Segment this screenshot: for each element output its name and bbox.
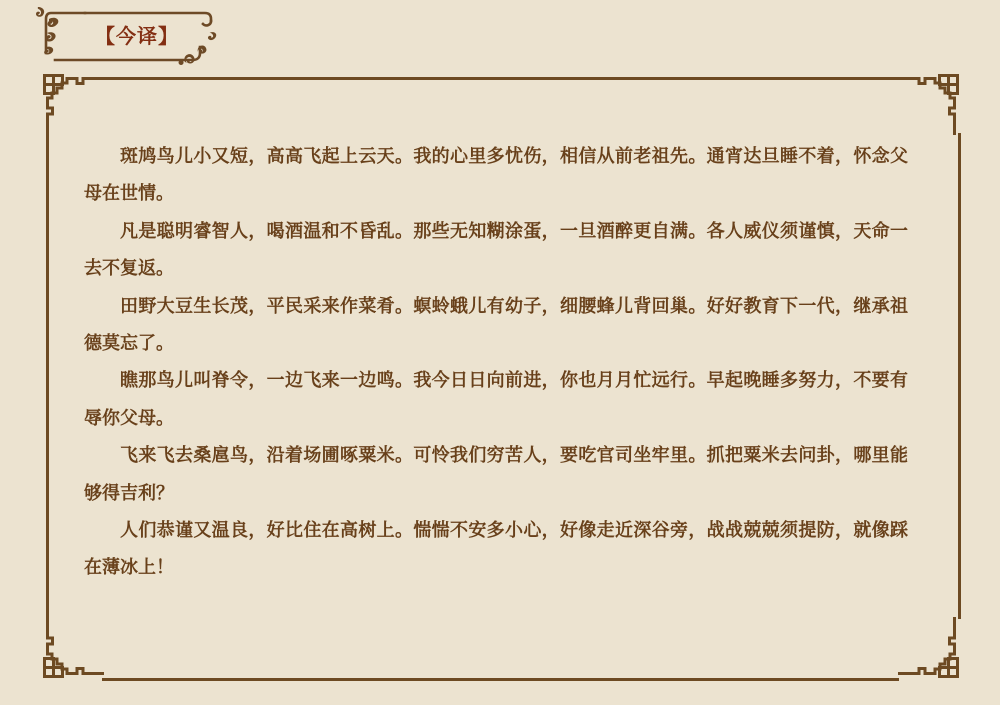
paragraph-6: 人们恭谨又温良，好比住在高树上。惴惴不安多小心，好像走近深谷旁，战战兢兢须提防，就像踩在薄冰上！ <box>84 520 908 579</box>
paragraph-3: 田野大豆生长茂，平民采来作菜肴。螟蛉蛾儿有幼子，细腰蜂儿背回巢。好好教育下一代，继承祖德莫忘了。 <box>84 295 908 355</box>
section-title: 【今译】 <box>95 24 179 48</box>
paragraph-2: 凡是聪明睿智人，喝酒温和不昏乱。那些无知糊涂蛋，一旦酒醉更自满。各人威仪须谨慎，天命一去不复返。 <box>84 220 908 280</box>
paragraph-1: 斑鸠鸟儿小又短，高高飞起上云天。我的心里多忧伤，相信从前老祖先。通宵达旦睡不着，怀念父母在世情。 <box>84 146 908 205</box>
paragraph-5: 飞来飞去桑扈鸟，沿着场圃啄粟米。可怜我们穷苦人，要吃官司坐牢里。抓把粟米去问卦，哪里能够得吉利？ <box>84 445 908 504</box>
paragraph-4: 瞧那鸟儿叫脊令，一边飞来一边鸣。我今日日向前进，你也月月忙远行。早起晚睡多努力，不要有辱你父母。 <box>84 370 908 429</box>
fret-corner-top-left-icon <box>42 73 104 135</box>
frame-edge-bottom <box>102 678 899 681</box>
section-header <box>35 5 220 69</box>
frame-edge-top <box>102 77 899 80</box>
frame-edge-left <box>46 133 49 619</box>
frame-edge-right <box>958 133 961 619</box>
fret-corner-top-right-icon <box>898 73 960 135</box>
fret-corner-bottom-left-icon <box>42 617 104 679</box>
translation-text <box>84 138 908 587</box>
fret-corner-bottom-right-icon <box>898 617 960 679</box>
